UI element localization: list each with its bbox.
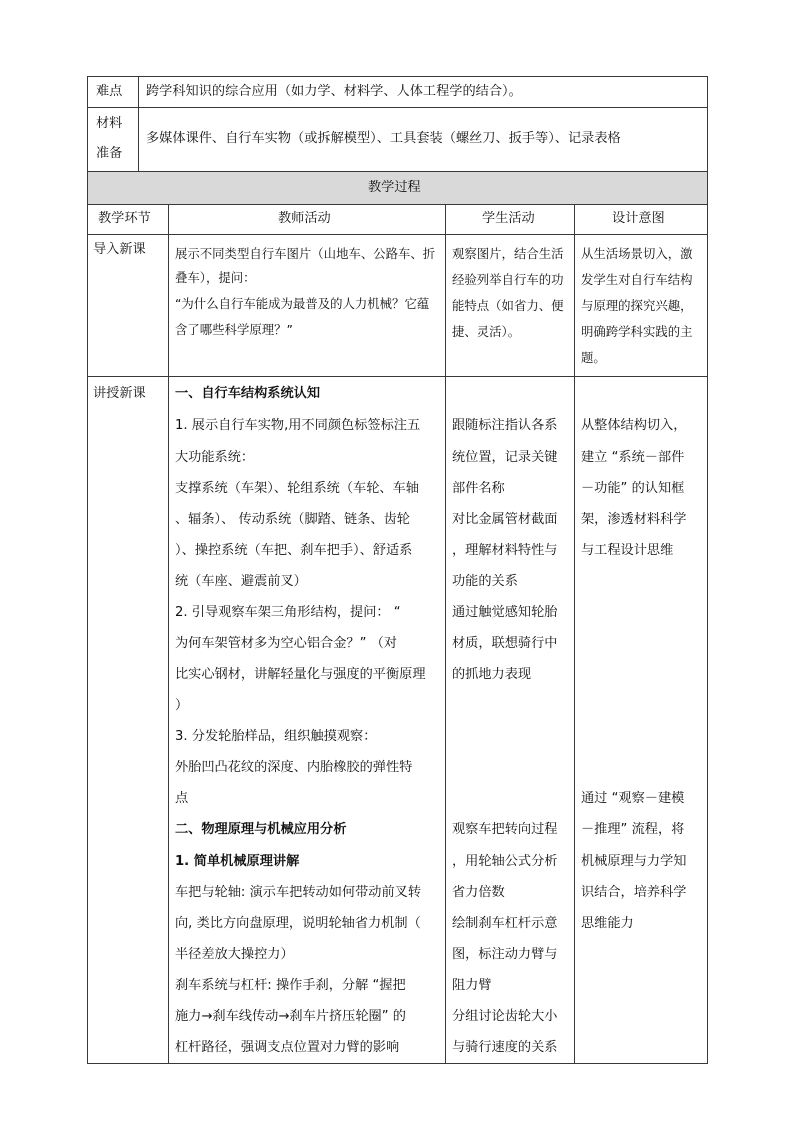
rule-top-left [87, 76, 88, 171]
lecture-teacher-line: 点 [175, 791, 189, 806]
process-title: 教学过程 [368, 180, 421, 195]
rule-top-right [707, 76, 708, 171]
rule-intro-bottom [87, 376, 708, 377]
intro-design-line: 发学生对自行车结构 [581, 272, 693, 287]
rule-top [87, 76, 708, 77]
lecture-teacher-line: 车把与轮轴: 演示车把转动如何带动前叉转 [175, 885, 422, 900]
difficulty-label: 难点 [96, 84, 123, 99]
intro-teacher-line: 展示不同类型自行车图片（山地车、公路车、折 [175, 246, 436, 261]
lecture-teacher-line: 大功能系统： [175, 450, 255, 465]
lecture-teacher-heading: 二、物理原理与机械应用分析 [175, 822, 347, 837]
lecture-student-line: 图，标注动力臂与 [452, 947, 558, 962]
lecture-teacher-line: 向, 类比方向盘原理，说明轮轴省力机制（ [175, 916, 421, 931]
lecture-teacher-line: ） [175, 698, 189, 713]
lecture-student-line: 跟随标注指认各系 [452, 418, 558, 433]
lecture-student-line: 的抓地力表现 [452, 667, 532, 682]
lecture-design-line: －推理” 流程，将 [581, 822, 685, 837]
lecture-teacher-line: 2. 引导观察车架三角形结构，提问： “ [175, 605, 401, 620]
lecture-design-line: 建立 “系统－部件 [581, 450, 685, 465]
intro-student-line: 捷、灵活）。 [452, 324, 521, 339]
lecture-teacher-line: 支撑系统（车架）、轮组系统（车轮、车轴 [175, 481, 419, 496]
lecture-teacher-line: ）、操控系统（车把、刹车把手）、舒适系 [175, 543, 413, 558]
lecture-student-line: 绘制刹车杠杆示意 [452, 916, 558, 931]
rule-col3 [574, 204, 575, 1064]
intro-teacher-line: 叠车），提问： [175, 270, 256, 285]
rule-materials-bottom [87, 171, 708, 172]
header-teacher: 教师活动 [278, 211, 331, 226]
intro-design-line: 题。 [581, 350, 606, 365]
intro-teacher-line: 含了哪些科学原理？” [175, 322, 293, 337]
header-design: 设计意图 [612, 211, 665, 226]
header-student: 学生活动 [482, 211, 535, 226]
lecture-design-line: 思维能力 [581, 916, 634, 931]
intro-student-line: 能特点（如省力、便 [452, 298, 564, 313]
lecture-teacher-subheading: 1. 简单机械原理讲解 [175, 854, 300, 869]
lecture-design-line: －功能” 的认知框 [581, 481, 685, 496]
difficulty-content: 跨学科知识的综合应用（如力学、材料学、人体工程学的结合）。 [146, 84, 522, 99]
lecture-teacher-line: 统（车座、避震前叉） [175, 574, 307, 589]
lecture-teacher-line: 比实心钢材，讲解轻量化与强度的平衡原理 [175, 667, 426, 682]
lecture-design-line: 架，渗透材料科学 [581, 512, 687, 527]
lecture-student-line: 功能的关系 [452, 574, 518, 589]
intro-design-line: 与原理的探究兴趣， [581, 298, 693, 313]
lecture-student-line: ，理解材料特性与 [452, 543, 558, 558]
lecture-student-line: 材质，联想骑行中 [452, 636, 558, 651]
intro-teacher-line: “为什么自行车能成为最普及的人力机械？它蕴 [175, 296, 430, 311]
rule-col1 [168, 204, 169, 1064]
lecture-teacher-line: 杠杆路径，强调支点位置对力臂的影响 [175, 1040, 400, 1055]
lecture-student-line: 对比金属管材截面 [452, 512, 558, 527]
lecture-teacher-line: 外胎凹凸花纹的深度、内胎橡胶的弹性特 [175, 760, 413, 775]
materials-label-line-2: 准备 [96, 146, 123, 161]
rule-right [707, 171, 708, 1064]
lecture-student-line: 部件名称 [452, 481, 505, 496]
rule-col2 [445, 204, 446, 1064]
intro-stage: 导入新课 [93, 242, 146, 257]
rule-difficulty-bottom [87, 107, 708, 108]
lecture-student-line: ，用轮轴公式分析 [452, 854, 558, 869]
materials-label-line-1: 材料 [96, 116, 123, 131]
lecture-student-line: 统位置，记录关键 [452, 450, 558, 465]
lecture-stage: 讲授新课 [93, 386, 146, 401]
intro-student-line: 经验列举自行车的功 [452, 272, 564, 287]
lecture-student-line: 观察车把转向过程 [452, 822, 558, 837]
lecture-teacher-line: 半径差放大操控力） [175, 947, 294, 962]
lecture-student-line: 阻力臂 [452, 978, 492, 993]
lecture-design-line: 识结合，培养科学 [581, 885, 687, 900]
lecture-student-line: 通过触觉感知轮胎 [452, 605, 558, 620]
materials-content: 多媒体课件、自行车实物（或拆解模型）、工具套装（螺丝刀、扳手等）、记录表格 [146, 131, 621, 146]
lecture-design-line: 与工程设计思维 [581, 543, 674, 558]
lecture-student-line: 省力倍数 [452, 885, 505, 900]
rule-top-label [138, 76, 139, 171]
lecture-teacher-line: 为何车架管材多为空心铝合金？” （对 [175, 636, 398, 651]
lecture-design-line: 从整体结构切入， [581, 418, 687, 433]
intro-student-line: 观察图片，结合生活 [452, 246, 564, 261]
rule-left [87, 171, 88, 1064]
lecture-student-line: 与骑行速度的关系 [452, 1040, 558, 1055]
rule-bottom [87, 1063, 708, 1064]
lecture-design-line: 机械原理与力学知 [581, 854, 687, 869]
rule-title-bottom [87, 204, 708, 205]
lecture-teacher-line: 1. 展示自行车实物,用不同颜色标签标注五 [175, 418, 421, 433]
lecture-design-line: 通过 “观察－建模 [581, 791, 685, 806]
lecture-teacher-heading: 一、自行车结构系统认知 [175, 386, 321, 401]
intro-design-line: 明确跨学科实践的主 [581, 324, 693, 339]
lecture-teacher-line: 施力→刹车线传动→刹车片挤压轮圈” 的 [175, 1009, 406, 1024]
header-stage: 教学环节 [98, 211, 151, 226]
rule-header-bottom [87, 234, 708, 235]
lecture-student-line: 分组讨论齿轮大小 [452, 1009, 558, 1024]
intro-design-line: 从生活场景切入，激 [581, 246, 693, 261]
lecture-teacher-line: 刹车系统与杠杆: 操作手刹，分解 “握把 [175, 978, 406, 993]
lecture-teacher-line: 、辐条）、 传动系统（脚踏、链条、齿轮 [175, 512, 410, 527]
lecture-teacher-line: 3. 分发轮胎样品，组织触摸观察： [175, 729, 377, 744]
